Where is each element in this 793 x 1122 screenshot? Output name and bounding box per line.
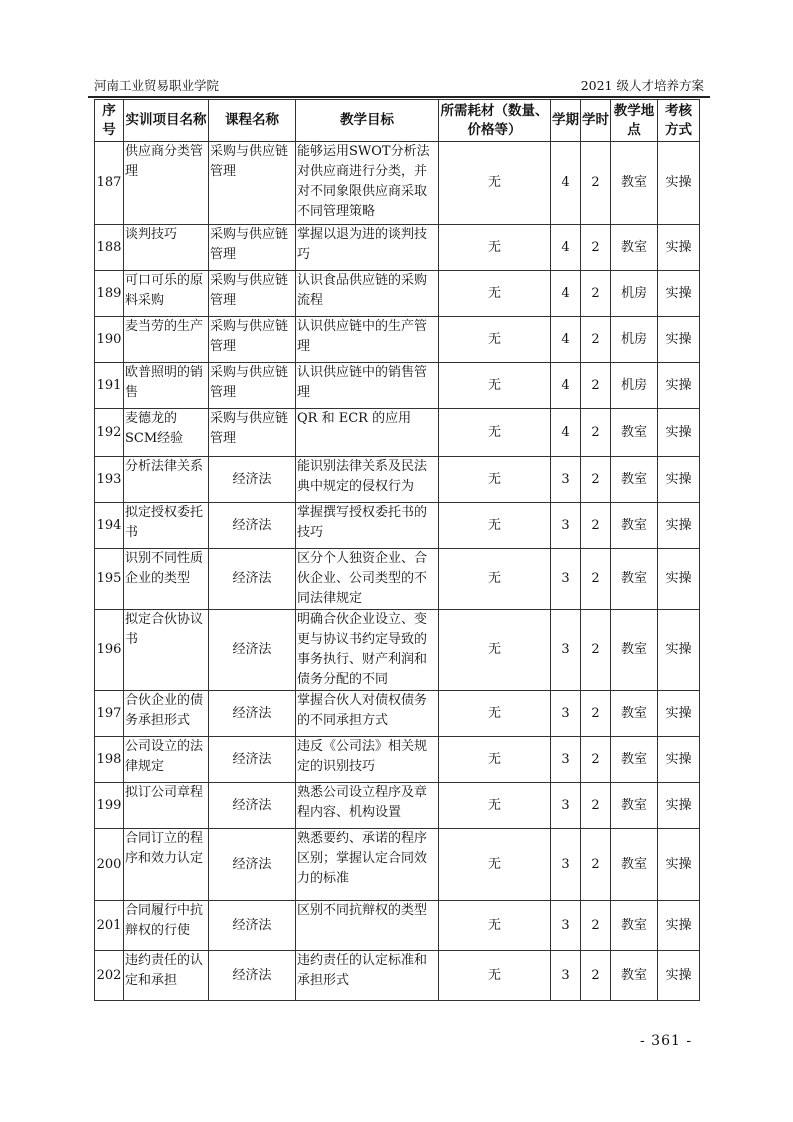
term: 3	[551, 901, 581, 951]
table-row	[95, 503, 700, 549]
term: 4	[551, 271, 581, 317]
teaching-goal: 熟悉要约、承诺的程序区别；掌握认定合同效力的标准	[296, 829, 439, 901]
term: 4	[551, 363, 581, 409]
term: 4	[551, 142, 581, 225]
teaching-goal: 明确合伙企业设立、变更与协议书约定导致的事务执行、财产利润和债务分配的不同	[296, 610, 439, 691]
header-project: 实训项目名称	[124, 100, 209, 142]
teaching-goal: 掌握合伙人对债权债务的不同承担方式	[296, 691, 439, 737]
row-number: 188	[95, 225, 124, 271]
exam-method: 实操	[658, 951, 700, 1001]
teaching-place: 教室	[611, 457, 658, 503]
header-material: 所需耗材（数量、价格等）	[439, 100, 551, 142]
hours: 2	[581, 363, 611, 409]
materials: 无	[439, 457, 551, 503]
course-name: 采购与供应链管理	[209, 317, 296, 363]
teaching-place: 教室	[611, 951, 658, 1001]
project-name: 拟订公司章程	[124, 783, 209, 829]
teaching-place: 教室	[611, 610, 658, 691]
teaching-goal: 区别不同抗辩权的类型	[296, 901, 439, 951]
project-name: 公司设立的法律规定	[124, 737, 209, 783]
table-row	[95, 691, 700, 737]
row-number: 187	[95, 142, 124, 225]
course-name: 采购与供应链管理	[209, 409, 296, 457]
row-number: 192	[95, 409, 124, 457]
teaching-place: 教室	[611, 737, 658, 783]
hours: 2	[581, 610, 611, 691]
materials: 无	[439, 737, 551, 783]
course-name: 经济法	[209, 737, 296, 783]
row-number: 189	[95, 271, 124, 317]
table-row	[95, 901, 700, 951]
teaching-goal: 违反《公司法》相关规定的识别技巧	[296, 737, 439, 783]
row-number: 193	[95, 457, 124, 503]
table-row	[95, 951, 700, 1001]
exam-method: 实操	[658, 457, 700, 503]
row-number: 191	[95, 363, 124, 409]
course-name: 经济法	[209, 951, 296, 1001]
course-name: 采购与供应链管理	[209, 363, 296, 409]
project-name: 合同履行中抗辩权的行使	[124, 901, 209, 951]
term: 3	[551, 549, 581, 610]
exam-method: 实操	[658, 409, 700, 457]
row-number: 202	[95, 951, 124, 1001]
table-row	[95, 457, 700, 503]
materials: 无	[439, 271, 551, 317]
teaching-place: 教室	[611, 409, 658, 457]
course-name: 经济法	[209, 503, 296, 549]
hours: 2	[581, 503, 611, 549]
materials: 无	[439, 549, 551, 610]
table-row	[95, 737, 700, 783]
course-name: 经济法	[209, 783, 296, 829]
course-name: 经济法	[209, 901, 296, 951]
teaching-place: 机房	[611, 317, 658, 363]
exam-method: 实操	[658, 829, 700, 901]
header-seq: 序号	[95, 100, 124, 142]
table-row	[95, 549, 700, 610]
term: 4	[551, 225, 581, 271]
project-name: 欧普照明的销售	[124, 363, 209, 409]
project-name: 可口可乐的原料采购	[124, 271, 209, 317]
teaching-place: 教室	[611, 549, 658, 610]
document-title: 2021 级人才培养方案	[580, 78, 704, 93]
materials: 无	[439, 783, 551, 829]
teaching-place: 教室	[611, 829, 658, 901]
row-number: 201	[95, 901, 124, 951]
teaching-place: 机房	[611, 363, 658, 409]
teaching-goal: 能够运用SWOT分析法对供应商进行分类，并对不同象限供应商采取不同管理策略	[296, 142, 439, 225]
teaching-goal: 认识供应链中的销售管理	[296, 363, 439, 409]
materials: 无	[439, 363, 551, 409]
term: 3	[551, 951, 581, 1001]
teaching-goal: 熟悉公司设立程序及章程内容、机构设置	[296, 783, 439, 829]
teaching-goal: 能识别法律关系及民法典中规定的侵权行为	[296, 457, 439, 503]
header-term: 学期	[551, 100, 581, 142]
course-name: 经济法	[209, 610, 296, 691]
teaching-goal: 认识供应链中的生产管理	[296, 317, 439, 363]
table-row	[95, 409, 700, 457]
training-projects-table	[94, 99, 700, 1001]
term: 4	[551, 317, 581, 363]
table-row	[95, 829, 700, 901]
header-hours: 学时	[581, 100, 611, 142]
exam-method: 实操	[658, 783, 700, 829]
exam-method: 实操	[658, 225, 700, 271]
exam-method: 实操	[658, 691, 700, 737]
materials: 无	[439, 901, 551, 951]
project-name: 合同订立的程序和效力认定	[124, 829, 209, 901]
teaching-place: 教室	[611, 503, 658, 549]
materials: 无	[439, 225, 551, 271]
project-name: 合伙企业的债务承担形式	[124, 691, 209, 737]
row-number: 196	[95, 610, 124, 691]
header-exam: 考核方式	[658, 100, 700, 142]
hours: 2	[581, 901, 611, 951]
hours: 2	[581, 829, 611, 901]
hours: 2	[581, 549, 611, 610]
row-number: 197	[95, 691, 124, 737]
row-number: 190	[95, 317, 124, 363]
course-name: 采购与供应链管理	[209, 142, 296, 225]
term: 3	[551, 610, 581, 691]
hours: 2	[581, 142, 611, 225]
term: 3	[551, 783, 581, 829]
project-name: 违约责任的认定和承担	[124, 951, 209, 1001]
exam-method: 实操	[658, 737, 700, 783]
table-header-row	[95, 100, 700, 142]
materials: 无	[439, 951, 551, 1001]
hours: 2	[581, 737, 611, 783]
teaching-place: 教室	[611, 142, 658, 225]
project-name: 分析法律关系	[124, 457, 209, 503]
materials: 无	[439, 503, 551, 549]
term: 3	[551, 691, 581, 737]
teaching-goal: 掌握撰写授权委托书的技巧	[296, 503, 439, 549]
table-row	[95, 783, 700, 829]
project-name: 供应商分类管理	[124, 142, 209, 225]
term: 4	[551, 409, 581, 457]
project-name: 识别不同性质企业的类型	[124, 549, 209, 610]
row-number: 200	[95, 829, 124, 901]
teaching-place: 教室	[611, 691, 658, 737]
teaching-goal: 认识食品供应链的采购流程	[296, 271, 439, 317]
hours: 2	[581, 409, 611, 457]
header-rule	[88, 96, 710, 98]
hours: 2	[581, 225, 611, 271]
materials: 无	[439, 409, 551, 457]
materials: 无	[439, 317, 551, 363]
teaching-goal: 掌握以退为进的谈判技巧	[296, 225, 439, 271]
materials: 无	[439, 829, 551, 901]
hours: 2	[581, 691, 611, 737]
school-name: 河南工业贸易职业学院	[94, 78, 220, 93]
teaching-place: 教室	[611, 783, 658, 829]
page-header	[88, 76, 710, 94]
row-number: 198	[95, 737, 124, 783]
course-name: 采购与供应链管理	[209, 271, 296, 317]
exam-method: 实操	[658, 503, 700, 549]
table-row	[95, 610, 700, 691]
project-name: 谈判技巧	[124, 225, 209, 271]
hours: 2	[581, 317, 611, 363]
materials: 无	[439, 691, 551, 737]
course-name: 经济法	[209, 549, 296, 610]
materials: 无	[439, 142, 551, 225]
exam-method: 实操	[658, 549, 700, 610]
course-name: 经济法	[209, 829, 296, 901]
teaching-goal: 区分个人独资企业、合伙企业、公司类型的不同法律规定	[296, 549, 439, 610]
course-name: 采购与供应链管理	[209, 225, 296, 271]
teaching-place: 教室	[611, 901, 658, 951]
exam-method: 实操	[658, 271, 700, 317]
hours: 2	[581, 457, 611, 503]
hours: 2	[581, 783, 611, 829]
term: 3	[551, 737, 581, 783]
project-name: 拟定合伙协议书	[124, 610, 209, 691]
header-course: 课程名称	[209, 100, 296, 142]
header-place: 教学地点	[611, 100, 658, 142]
table-row	[95, 142, 700, 225]
table-row	[95, 271, 700, 317]
project-name: 拟定授权委托书	[124, 503, 209, 549]
row-number: 194	[95, 503, 124, 549]
term: 3	[551, 503, 581, 549]
teaching-place: 机房	[611, 271, 658, 317]
exam-method: 实操	[658, 142, 700, 225]
header-goal: 教学目标	[296, 100, 439, 142]
course-name: 经济法	[209, 457, 296, 503]
hours: 2	[581, 951, 611, 1001]
term: 3	[551, 829, 581, 901]
teaching-place: 教室	[611, 225, 658, 271]
teaching-goal: 违约责任的认定标准和承担形式	[296, 951, 439, 1001]
table-row	[95, 317, 700, 363]
course-name: 经济法	[209, 691, 296, 737]
page-number: - 361 -	[640, 1033, 693, 1049]
teaching-goal: QR 和 ECR 的应用	[296, 409, 439, 457]
project-name: 麦当劳的生产	[124, 317, 209, 363]
exam-method: 实操	[658, 363, 700, 409]
exam-method: 实操	[658, 610, 700, 691]
term: 3	[551, 457, 581, 503]
row-number: 195	[95, 549, 124, 610]
hours: 2	[581, 271, 611, 317]
exam-method: 实操	[658, 317, 700, 363]
row-number: 199	[95, 783, 124, 829]
table-row	[95, 363, 700, 409]
materials: 无	[439, 610, 551, 691]
table-row	[95, 225, 700, 271]
exam-method: 实操	[658, 901, 700, 951]
project-name: 麦德龙的 SCM经验	[124, 409, 209, 457]
